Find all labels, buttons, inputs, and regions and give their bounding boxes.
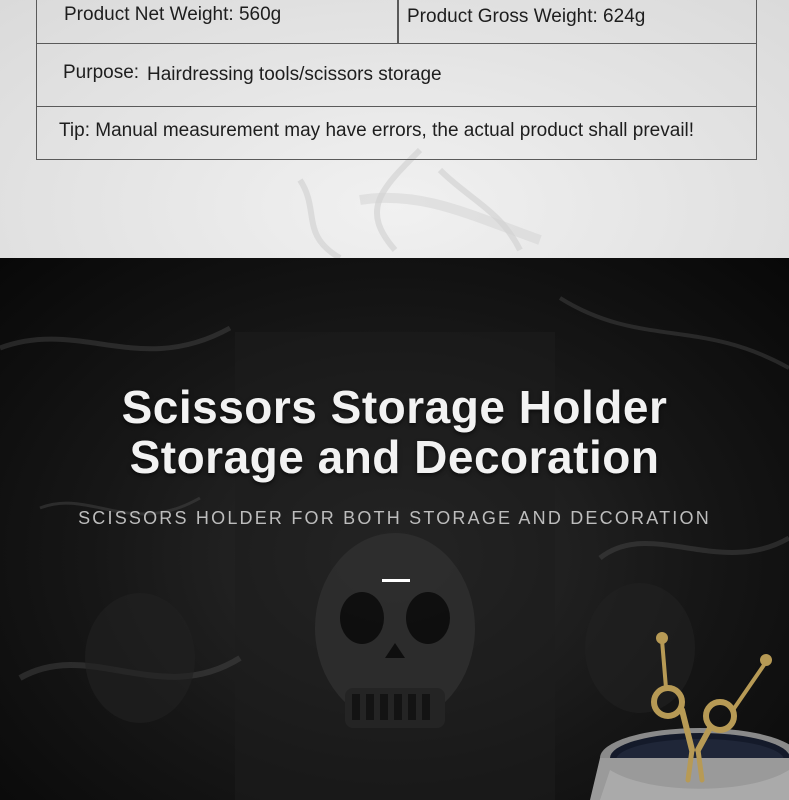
cell-divider <box>397 0 399 44</box>
scissors-holder-product-image <box>590 630 789 800</box>
purpose-value: Hairdressing tools/scissors storage <box>147 64 442 85</box>
spec-row-weight <box>37 0 756 44</box>
gross-weight-text: Product Gross Weight: 624g <box>407 6 646 27</box>
hero-subtitle: SCISSORS HOLDER FOR BOTH STORAGE AND DECORATION <box>78 508 711 528</box>
tip-text: Tip: Manual measurement may have errors, the actual product shall prevail! <box>59 120 695 141</box>
spec-row-purpose <box>37 44 756 107</box>
spec-section <box>0 0 789 258</box>
hero-section <box>0 258 789 800</box>
hero-title-line2: Storage and Decoration <box>129 431 660 483</box>
net-weight-text: Product Net Weight: 560g <box>64 4 282 25</box>
divider-dash <box>382 579 410 582</box>
purpose-label: Purpose: <box>63 62 140 83</box>
hero-title-line1: Scissors Storage Holder <box>121 381 668 433</box>
spec-table <box>36 0 757 160</box>
spec-row-tip <box>37 107 756 158</box>
